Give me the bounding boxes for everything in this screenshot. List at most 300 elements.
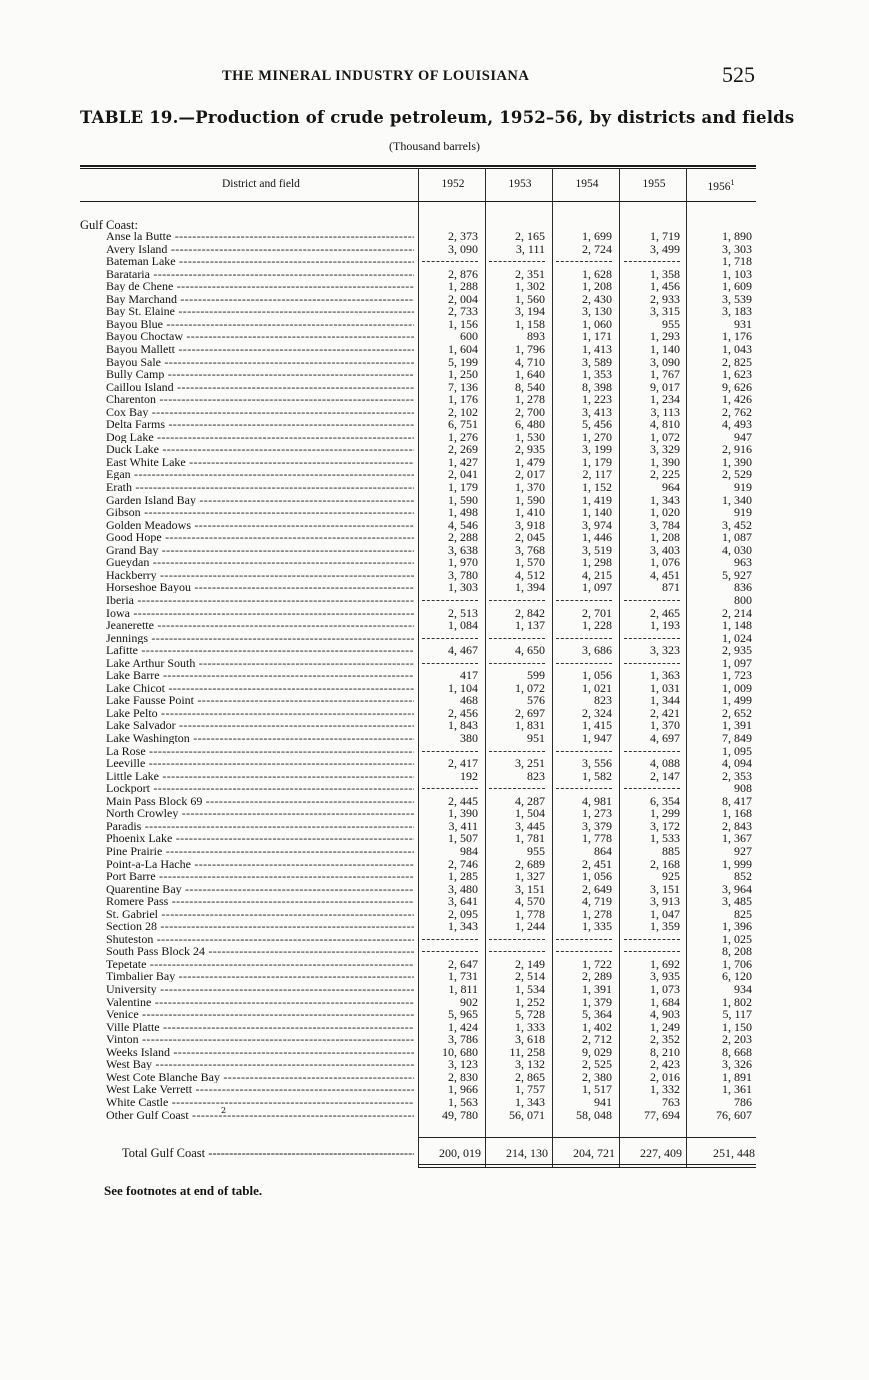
field-name: Duck Lake ----- bbox=[106, 443, 414, 455]
footnote-mark: 2 bbox=[221, 1105, 227, 1115]
value-cell: 1, 021 bbox=[582, 680, 612, 695]
total-1952: 200, 019 bbox=[439, 1146, 481, 1160]
value-cell: 3, 172 bbox=[650, 818, 680, 833]
value-cell: 1, 276 bbox=[448, 429, 478, 444]
value-cell: 3, 452 bbox=[722, 517, 752, 532]
value-cell: 10, 680 bbox=[442, 1044, 478, 1059]
value-cell: 8, 398 bbox=[582, 379, 612, 394]
value-cell: 3, 780 bbox=[448, 567, 478, 582]
value-cell: 1, 563 bbox=[448, 1094, 478, 1109]
value-cell: 2, 373 bbox=[448, 229, 478, 243]
no-data-dash bbox=[556, 663, 612, 664]
field-name: Port Barre ----- bbox=[106, 870, 414, 882]
field-name: University ----- bbox=[106, 983, 414, 995]
value-cell: 49, 780 bbox=[442, 1107, 478, 1122]
value-cell: 885 bbox=[662, 843, 680, 858]
value-cell: 1, 234 bbox=[650, 392, 680, 407]
table-row bbox=[0, 343, 869, 356]
value-cell: 2, 933 bbox=[650, 291, 680, 306]
no-data-dash bbox=[422, 788, 478, 789]
value-cell: 4, 981 bbox=[582, 793, 612, 808]
value-cell: 1, 970 bbox=[448, 555, 478, 570]
value-cell: 1, 802 bbox=[722, 994, 752, 1009]
value-cell: 1, 379 bbox=[582, 994, 612, 1009]
value-cell: 1, 031 bbox=[650, 680, 680, 695]
no-data-dash bbox=[422, 261, 478, 262]
value-cell: 1, 285 bbox=[448, 869, 478, 884]
field-name: Shuteston ----- bbox=[106, 933, 414, 945]
value-cell: 2, 288 bbox=[448, 530, 478, 545]
value-cell: 1, 570 bbox=[515, 555, 545, 570]
table-row bbox=[0, 895, 869, 908]
value-cell: 2, 045 bbox=[515, 530, 545, 545]
value-cell: 468 bbox=[460, 693, 478, 708]
value-cell: 76, 607 bbox=[716, 1107, 752, 1122]
value-cell: 1, 361 bbox=[722, 1082, 752, 1097]
field-name: Iberia ----- bbox=[106, 594, 414, 606]
value-cell: 1, 076 bbox=[650, 555, 680, 570]
value-cell: 1, 299 bbox=[650, 806, 680, 821]
field-name: East White Lake ----- bbox=[106, 456, 414, 468]
value-cell: 1, 947 bbox=[582, 731, 612, 745]
value-cell: 3, 499 bbox=[650, 241, 680, 256]
table-title: TABLE 19.—Production of crude petroleum, 1952–56, by districts and fields bbox=[80, 108, 795, 127]
no-data-dash bbox=[624, 638, 680, 639]
value-cell: 1, 811 bbox=[448, 982, 478, 996]
value-cell: 2, 445 bbox=[448, 793, 478, 808]
value-cell: 1, 250 bbox=[448, 367, 478, 382]
value-cell: 3, 183 bbox=[722, 304, 752, 319]
table-row bbox=[0, 920, 869, 933]
value-cell: 2, 380 bbox=[582, 1069, 612, 1084]
field-name: Jennings ----- bbox=[106, 632, 414, 644]
value-cell: 2, 465 bbox=[650, 605, 680, 620]
value-cell: 1, 504 bbox=[515, 806, 545, 821]
value-cell: 5, 927 bbox=[722, 567, 752, 582]
value-cell: 417 bbox=[460, 668, 478, 683]
no-data-dash bbox=[556, 600, 612, 601]
value-cell: 4, 493 bbox=[722, 417, 752, 432]
value-cell: 1, 156 bbox=[448, 316, 478, 331]
value-cell: 955 bbox=[527, 843, 545, 858]
no-data-dash bbox=[489, 788, 545, 789]
value-cell: 3, 090 bbox=[448, 241, 478, 256]
total-rule-bottom bbox=[418, 1164, 756, 1165]
value-cell: 599 bbox=[527, 668, 545, 683]
value-cell: 836 bbox=[734, 580, 752, 595]
value-cell: 2, 652 bbox=[722, 705, 752, 720]
value-cell: 2, 700 bbox=[515, 404, 545, 419]
value-cell: 2, 168 bbox=[650, 856, 680, 871]
field-name: Golden Meadows ----- bbox=[106, 519, 414, 531]
value-cell: 1, 150 bbox=[722, 1019, 752, 1034]
value-cell: 1, 778 bbox=[582, 831, 612, 846]
table-row bbox=[0, 845, 869, 858]
value-cell: 5, 364 bbox=[582, 1007, 612, 1022]
value-cell: 1, 176 bbox=[448, 392, 478, 407]
page-number: 525 bbox=[722, 62, 755, 87]
value-cell: 3, 151 bbox=[650, 881, 680, 896]
value-cell: 3, 113 bbox=[650, 404, 680, 419]
value-cell: 2, 733 bbox=[448, 304, 478, 319]
field-name: West Bay ----- bbox=[106, 1058, 414, 1070]
no-data-dash bbox=[422, 951, 478, 952]
table-row bbox=[0, 1058, 869, 1071]
field-name: Section 28 ----- bbox=[106, 920, 414, 932]
value-cell: 4, 810 bbox=[650, 417, 680, 432]
value-cell: 3, 964 bbox=[722, 881, 752, 896]
total-rule bbox=[418, 1137, 756, 1138]
value-cell: 1, 303 bbox=[448, 580, 478, 595]
column-header-district: District and field bbox=[222, 178, 300, 190]
value-cell: 934 bbox=[734, 982, 752, 996]
value-cell: 4, 467 bbox=[448, 643, 478, 658]
field-name: Jeanerette ----- bbox=[106, 619, 414, 631]
value-cell: 2, 525 bbox=[582, 1057, 612, 1072]
field-name: Barataria ----- bbox=[106, 268, 414, 280]
value-cell: 4, 903 bbox=[650, 1007, 680, 1022]
value-cell: 2, 095 bbox=[448, 906, 478, 921]
value-cell: 2, 935 bbox=[722, 643, 752, 658]
value-cell: 955 bbox=[662, 316, 680, 331]
value-cell: 2, 689 bbox=[515, 856, 545, 871]
value-cell: 1, 179 bbox=[582, 454, 612, 469]
value-cell: 1, 073 bbox=[650, 982, 680, 996]
value-cell: 2, 712 bbox=[582, 1032, 612, 1047]
field-name: Anse la Butte ----- bbox=[106, 230, 414, 242]
value-cell: 1, 723 bbox=[722, 668, 752, 683]
value-cell: 2, 417 bbox=[448, 756, 478, 771]
field-name: Romere Pass ----- bbox=[106, 895, 414, 907]
value-cell: 3, 132 bbox=[515, 1057, 545, 1072]
value-cell: 8, 417 bbox=[722, 793, 752, 808]
value-cell: 825 bbox=[734, 906, 752, 921]
field-name: Iowa ----- bbox=[106, 607, 414, 619]
value-cell: 1, 158 bbox=[515, 316, 545, 331]
value-cell: 3, 638 bbox=[448, 542, 478, 557]
table-row bbox=[0, 230, 869, 243]
table-row bbox=[0, 305, 869, 318]
value-cell: 1, 244 bbox=[515, 919, 545, 934]
value-cell: 1, 628 bbox=[582, 266, 612, 281]
value-cell: 1, 072 bbox=[515, 680, 545, 695]
value-cell: 1, 781 bbox=[515, 831, 545, 846]
value-cell: 1, 427 bbox=[448, 454, 478, 469]
field-name: Main Pass Block 69 ----- bbox=[106, 795, 414, 807]
value-cell: 1, 208 bbox=[650, 530, 680, 545]
no-data-dash bbox=[556, 788, 612, 789]
value-cell: 864 bbox=[594, 843, 612, 858]
value-cell: 1, 394 bbox=[515, 580, 545, 595]
value-cell: 2, 762 bbox=[722, 404, 752, 419]
field-name: Good Hope ----- bbox=[106, 531, 414, 543]
value-cell: 1, 623 bbox=[722, 367, 752, 382]
value-cell: 4, 570 bbox=[515, 894, 545, 909]
value-cell: 3, 194 bbox=[515, 304, 545, 319]
value-cell: 1, 402 bbox=[582, 1019, 612, 1034]
value-cell: 947 bbox=[734, 429, 752, 444]
value-cell: 1, 095 bbox=[722, 743, 752, 758]
value-cell: 2, 351 bbox=[515, 266, 545, 281]
value-cell: 1, 446 bbox=[582, 530, 612, 545]
value-cell: 3, 445 bbox=[515, 818, 545, 833]
value-cell: 871 bbox=[662, 580, 680, 595]
header-rule-top bbox=[80, 165, 756, 167]
field-name: Delta Farms ----- bbox=[106, 418, 414, 430]
value-cell: 3, 303 bbox=[722, 241, 752, 256]
no-data-dash bbox=[489, 638, 545, 639]
value-cell: 5, 117 bbox=[722, 1007, 752, 1022]
value-cell: 964 bbox=[662, 480, 680, 494]
field-name: La Rose ----- bbox=[106, 745, 414, 757]
table-row bbox=[0, 1033, 869, 1046]
value-cell: 3, 403 bbox=[650, 542, 680, 557]
table-row bbox=[0, 1008, 869, 1021]
value-cell: 1, 359 bbox=[650, 919, 680, 934]
value-cell: 2, 830 bbox=[448, 1069, 478, 1084]
value-cell: 1, 843 bbox=[448, 718, 478, 733]
value-cell: 3, 556 bbox=[582, 756, 612, 771]
value-cell: 1, 778 bbox=[515, 906, 545, 921]
value-cell: 3, 485 bbox=[722, 894, 752, 909]
value-cell: 1, 757 bbox=[515, 1082, 545, 1097]
value-cell: 852 bbox=[734, 869, 752, 884]
value-cell: 2, 214 bbox=[722, 605, 752, 620]
value-cell: 1, 479 bbox=[515, 454, 545, 469]
value-cell: 3, 323 bbox=[650, 643, 680, 658]
value-cell: 3, 199 bbox=[582, 442, 612, 457]
value-cell: 1, 719 bbox=[650, 229, 680, 243]
value-cell: 1, 390 bbox=[722, 454, 752, 469]
footnote-reference: See footnotes at end of table. bbox=[104, 1183, 263, 1198]
field-name: Lockport ----- bbox=[106, 782, 414, 794]
value-cell: 951 bbox=[527, 731, 545, 745]
field-name: West Cote Blanche Bay ----- bbox=[106, 1071, 414, 1083]
value-cell: 1, 699 bbox=[582, 229, 612, 243]
value-cell: 941 bbox=[594, 1094, 612, 1109]
column-header-1953: 1953 bbox=[508, 178, 532, 190]
value-cell: 1, 273 bbox=[582, 806, 612, 821]
table-row bbox=[0, 556, 869, 569]
no-data-dash bbox=[422, 663, 478, 664]
value-cell: 2, 701 bbox=[582, 605, 612, 620]
field-name: Bateman Lake ----- bbox=[106, 255, 414, 267]
value-cell: 1, 168 bbox=[722, 806, 752, 821]
field-name: White Castle ----- bbox=[106, 1096, 414, 1108]
value-cell: 3, 329 bbox=[650, 442, 680, 457]
value-cell: 1, 208 bbox=[582, 279, 612, 294]
value-cell: 2, 421 bbox=[650, 705, 680, 720]
field-name: Bay St. Elaine ----- bbox=[106, 305, 414, 317]
value-cell: 5, 199 bbox=[448, 354, 478, 369]
value-cell: 1, 731 bbox=[448, 969, 478, 984]
field-name: West Lake Verrett ----- bbox=[106, 1083, 414, 1095]
value-cell: 927 bbox=[734, 843, 752, 858]
value-cell: 1, 270 bbox=[582, 429, 612, 444]
value-cell: 1, 103 bbox=[722, 266, 752, 281]
value-cell: 1, 278 bbox=[515, 392, 545, 407]
value-cell: 1, 278 bbox=[582, 906, 612, 921]
table-row bbox=[0, 280, 869, 293]
field-name: Bay Marchand ----- bbox=[106, 293, 414, 305]
value-cell: 11, 258 bbox=[509, 1044, 545, 1059]
value-cell: 3, 315 bbox=[650, 304, 680, 319]
value-cell: 2, 514 bbox=[515, 969, 545, 984]
field-name: Timbalier Bay ----- bbox=[106, 970, 414, 982]
value-cell: 1, 684 bbox=[650, 994, 680, 1009]
value-cell: 2, 456 bbox=[448, 705, 478, 720]
value-cell: 3, 480 bbox=[448, 881, 478, 896]
value-cell: 1, 084 bbox=[448, 618, 478, 633]
table-row bbox=[0, 983, 869, 996]
value-cell: 2, 324 bbox=[582, 705, 612, 720]
value-cell: 2, 916 bbox=[722, 442, 752, 457]
value-cell: 1, 456 bbox=[650, 279, 680, 294]
value-cell: 1, 025 bbox=[722, 931, 752, 946]
no-data-dash bbox=[489, 600, 545, 601]
field-name: Little Lake ----- bbox=[106, 770, 414, 782]
no-data-dash bbox=[556, 939, 612, 940]
value-cell: 1, 831 bbox=[515, 718, 545, 733]
value-cell: 1, 252 bbox=[515, 994, 545, 1009]
value-cell: 4, 088 bbox=[650, 756, 680, 771]
value-cell: 1, 891 bbox=[722, 1069, 752, 1084]
value-cell: 6, 480 bbox=[515, 417, 545, 432]
value-cell: 6, 354 bbox=[650, 793, 680, 808]
value-cell: 1, 097 bbox=[582, 580, 612, 595]
value-cell: 2, 647 bbox=[448, 956, 478, 971]
value-cell: 1, 179 bbox=[448, 480, 478, 494]
value-cell: 2, 843 bbox=[722, 818, 752, 833]
value-cell: 1, 706 bbox=[722, 956, 752, 971]
field-name: Lake Barre ----- bbox=[106, 669, 414, 681]
field-name: Lake Washington ----- bbox=[106, 732, 414, 744]
region-label: Gulf Coast: bbox=[80, 218, 138, 232]
value-cell: 2, 876 bbox=[448, 266, 478, 281]
value-cell: 1, 343 bbox=[448, 919, 478, 934]
value-cell: 1, 223 bbox=[582, 392, 612, 407]
value-cell: 1, 344 bbox=[650, 693, 680, 708]
value-cell: 1, 193 bbox=[650, 618, 680, 633]
value-cell: 2, 865 bbox=[515, 1069, 545, 1084]
value-cell: 1, 140 bbox=[582, 505, 612, 520]
value-cell: 1, 609 bbox=[722, 279, 752, 294]
value-cell: 1, 298 bbox=[582, 555, 612, 570]
field-name: Paradis ----- bbox=[106, 820, 414, 832]
value-cell: 1, 507 bbox=[448, 831, 478, 846]
value-cell: 2, 649 bbox=[582, 881, 612, 896]
value-cell: 931 bbox=[734, 316, 752, 331]
value-cell: 1, 020 bbox=[650, 505, 680, 520]
value-cell: 2, 203 bbox=[722, 1032, 752, 1047]
value-cell: 6, 120 bbox=[722, 969, 752, 984]
value-cell: 1, 419 bbox=[582, 492, 612, 507]
value-cell: 908 bbox=[734, 781, 752, 796]
running-head bbox=[210, 64, 755, 88]
field-name: Garden Island Bay ----- bbox=[106, 494, 414, 506]
value-cell: 1, 426 bbox=[722, 392, 752, 407]
value-cell: 1, 367 bbox=[722, 831, 752, 846]
value-cell: 4, 094 bbox=[722, 756, 752, 771]
table-row bbox=[0, 619, 869, 632]
no-data-dash bbox=[624, 663, 680, 664]
value-cell: 3, 519 bbox=[582, 542, 612, 557]
no-data-dash bbox=[624, 600, 680, 601]
value-cell: 2, 102 bbox=[448, 404, 478, 419]
value-cell: 1, 104 bbox=[448, 680, 478, 695]
column-header-1956 bbox=[688, 178, 754, 193]
table-row bbox=[0, 732, 869, 745]
value-cell: 8, 668 bbox=[722, 1044, 752, 1059]
no-data-dash bbox=[422, 600, 478, 601]
value-cell: 1, 343 bbox=[515, 1094, 545, 1109]
value-cell: 3, 130 bbox=[582, 304, 612, 319]
value-cell: 1, 060 bbox=[582, 316, 612, 331]
value-cell: 3, 379 bbox=[582, 818, 612, 833]
table-row bbox=[0, 757, 869, 770]
value-cell: 1, 890 bbox=[722, 229, 752, 243]
no-data-dash bbox=[556, 261, 612, 262]
field-name: Point-a-La Hache ----- bbox=[106, 858, 414, 870]
value-cell: 1, 530 bbox=[515, 429, 545, 444]
table-row bbox=[0, 506, 869, 519]
table-row bbox=[0, 782, 869, 795]
value-cell: 2, 016 bbox=[650, 1069, 680, 1084]
running-title: THE MINERAL INDUSTRY OF LOUISIANA bbox=[222, 68, 530, 84]
value-cell: 2, 513 bbox=[448, 605, 478, 620]
value-cell: 1, 390 bbox=[448, 806, 478, 821]
no-data-dash bbox=[422, 638, 478, 639]
value-cell: 600 bbox=[460, 329, 478, 344]
table-row bbox=[0, 255, 869, 268]
value-cell: 1, 047 bbox=[650, 906, 680, 921]
field-name: Caillou Island ----- bbox=[106, 381, 414, 393]
value-cell: 1, 722 bbox=[582, 956, 612, 971]
value-cell: 1, 640 bbox=[515, 367, 545, 382]
value-cell: 1, 140 bbox=[650, 341, 680, 356]
no-data-dash bbox=[624, 261, 680, 262]
value-cell: 2, 697 bbox=[515, 705, 545, 720]
value-cell: 1, 056 bbox=[582, 668, 612, 683]
value-cell: 3, 539 bbox=[722, 291, 752, 306]
value-cell: 1, 767 bbox=[650, 367, 680, 382]
value-cell: 3, 251 bbox=[515, 756, 545, 771]
value-cell: 919 bbox=[734, 480, 752, 494]
value-cell: 4, 546 bbox=[448, 517, 478, 532]
value-cell: 2, 041 bbox=[448, 467, 478, 482]
value-cell: 2, 147 bbox=[650, 768, 680, 783]
value-cell: 4, 215 bbox=[582, 567, 612, 582]
value-cell: 2, 423 bbox=[650, 1057, 680, 1072]
field-name: South Pass Block 24 ----- bbox=[106, 945, 414, 957]
value-cell: 2, 004 bbox=[448, 291, 478, 306]
value-cell: 2, 165 bbox=[515, 229, 545, 243]
value-cell: 3, 589 bbox=[582, 354, 612, 369]
value-cell: 7, 849 bbox=[722, 731, 752, 745]
value-cell: 3, 151 bbox=[515, 881, 545, 896]
value-cell: 1, 534 bbox=[515, 982, 545, 996]
field-name: Avery Island ----- bbox=[106, 243, 414, 255]
value-cell: 6, 751 bbox=[448, 417, 478, 432]
value-cell: 1, 390 bbox=[650, 454, 680, 469]
value-cell: 1, 424 bbox=[448, 1019, 478, 1034]
value-cell: 3, 913 bbox=[650, 894, 680, 909]
value-cell: 763 bbox=[662, 1094, 680, 1109]
no-data-dash bbox=[624, 951, 680, 952]
value-cell: 1, 087 bbox=[722, 530, 752, 545]
value-cell: 1, 072 bbox=[650, 429, 680, 444]
value-cell: 5, 965 bbox=[448, 1007, 478, 1022]
